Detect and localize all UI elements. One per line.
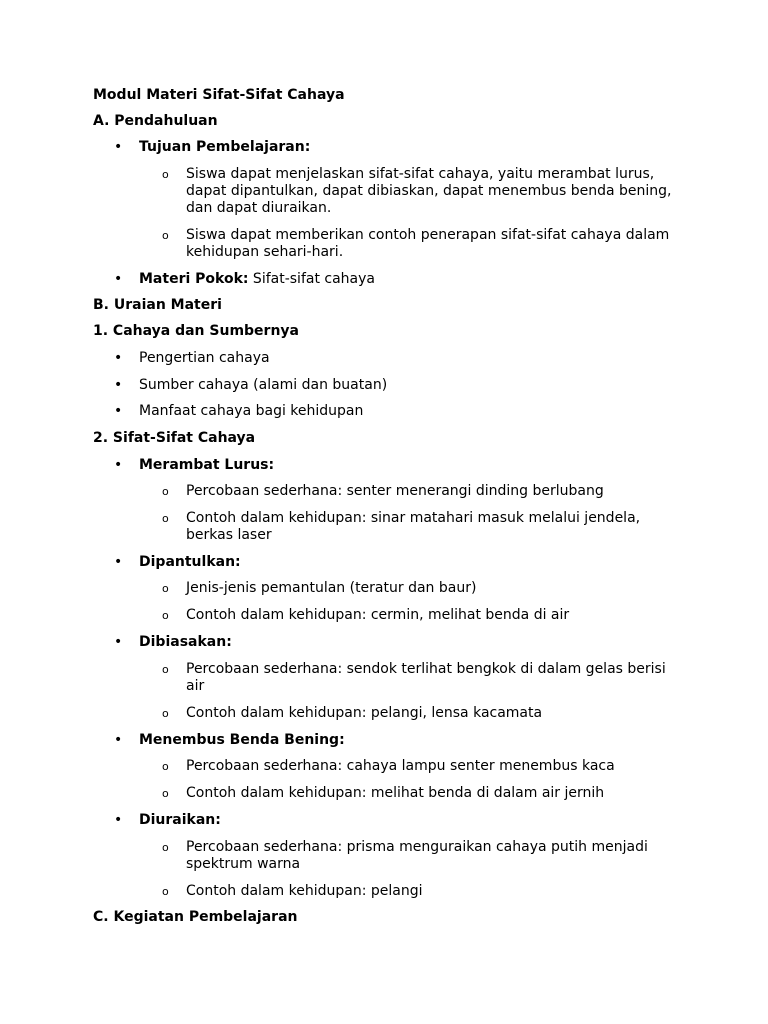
prop-merambat-lurus [139, 457, 679, 474]
prop-item: o Contoh dalam kehidupan: pelangi [186, 883, 674, 900]
materi-label: Materi Pokok: [139, 271, 249, 287]
tujuan-label: Tujuan Pembelajaran: [139, 139, 311, 155]
prop-item: o Percobaan sederhana: prisma menguraikan cahaya putih menjadi spektrum warna [186, 839, 674, 873]
prop-item: o Percobaan sederhana: sendok terlihat bengkok di dalam gelas berisi air [186, 661, 674, 695]
list-item: • Manfaat cahaya bagi kehidupan [139, 403, 679, 420]
prop-item: o Contoh dalam kehidupan: melihat benda di dalam air jernih [186, 785, 674, 802]
prop-dipantulkan [139, 554, 679, 571]
prop-item: o Jenis-jenis pemantulan (teratur dan baur) [186, 580, 674, 597]
list-item: • Pengertian cahaya [139, 350, 679, 367]
bullet-materi-pokok [139, 271, 679, 288]
section-a-heading: A. Pendahuluan [93, 113, 218, 129]
prop-item: o Contoh dalam kehidupan: cermin, melihat benda di air [186, 607, 674, 624]
prop-dibiasakan [139, 634, 679, 651]
prop-item: o Percobaan sederhana: cahaya lampu senter menembus kaca [186, 758, 674, 775]
prop-item: o Contoh dalam kehidupan: pelangi, lensa kacamata [186, 705, 674, 722]
section-c-heading: C. Kegiatan Pembelajaran [93, 909, 298, 925]
tujuan-item: o Siswa dapat menjelaskan sifat-sifat cahaya, yaitu merambat lurus, dapat dipantulkan, dapat dibiaskan, dapat menembus benda bening, dan dapat diuraikan. [186, 166, 674, 217]
section-b-heading: B. Uraian Materi [93, 297, 222, 313]
sub2-heading: 2. Sifat-Sifat Cahaya [93, 430, 256, 446]
prop-item: o Percobaan sederhana: senter menerangi dinding berlubang [186, 483, 674, 500]
prop-item: o Contoh dalam kehidupan: sinar matahari masuk melalui jendela, berkas laser [186, 510, 674, 544]
prop-diuraikan [139, 812, 679, 829]
materi-value: Sifat-sifat cahaya [248, 271, 375, 287]
prop-label: Merambat Lurus: [139, 457, 275, 473]
prop-menembus-benda-bening [139, 732, 679, 749]
sub1-heading: 1. Cahaya dan Sumbernya [93, 323, 299, 339]
bullet-tujuan [139, 139, 679, 156]
prop-label: Diuraikan: [139, 812, 221, 828]
list-item: • Sumber cahaya (alami dan buatan) [139, 377, 679, 394]
prop-label: Dipantulkan: [139, 554, 241, 570]
prop-label: Menembus Benda Bening: [139, 732, 345, 748]
prop-label: Dibiasakan: [139, 634, 232, 650]
tujuan-item: o Siswa dapat memberikan contoh penerapan sifat-sifat cahaya dalam kehidupan sehari-hari. [186, 227, 674, 261]
document-title: Modul Materi Sifat-Sifat Cahaya [93, 87, 345, 103]
